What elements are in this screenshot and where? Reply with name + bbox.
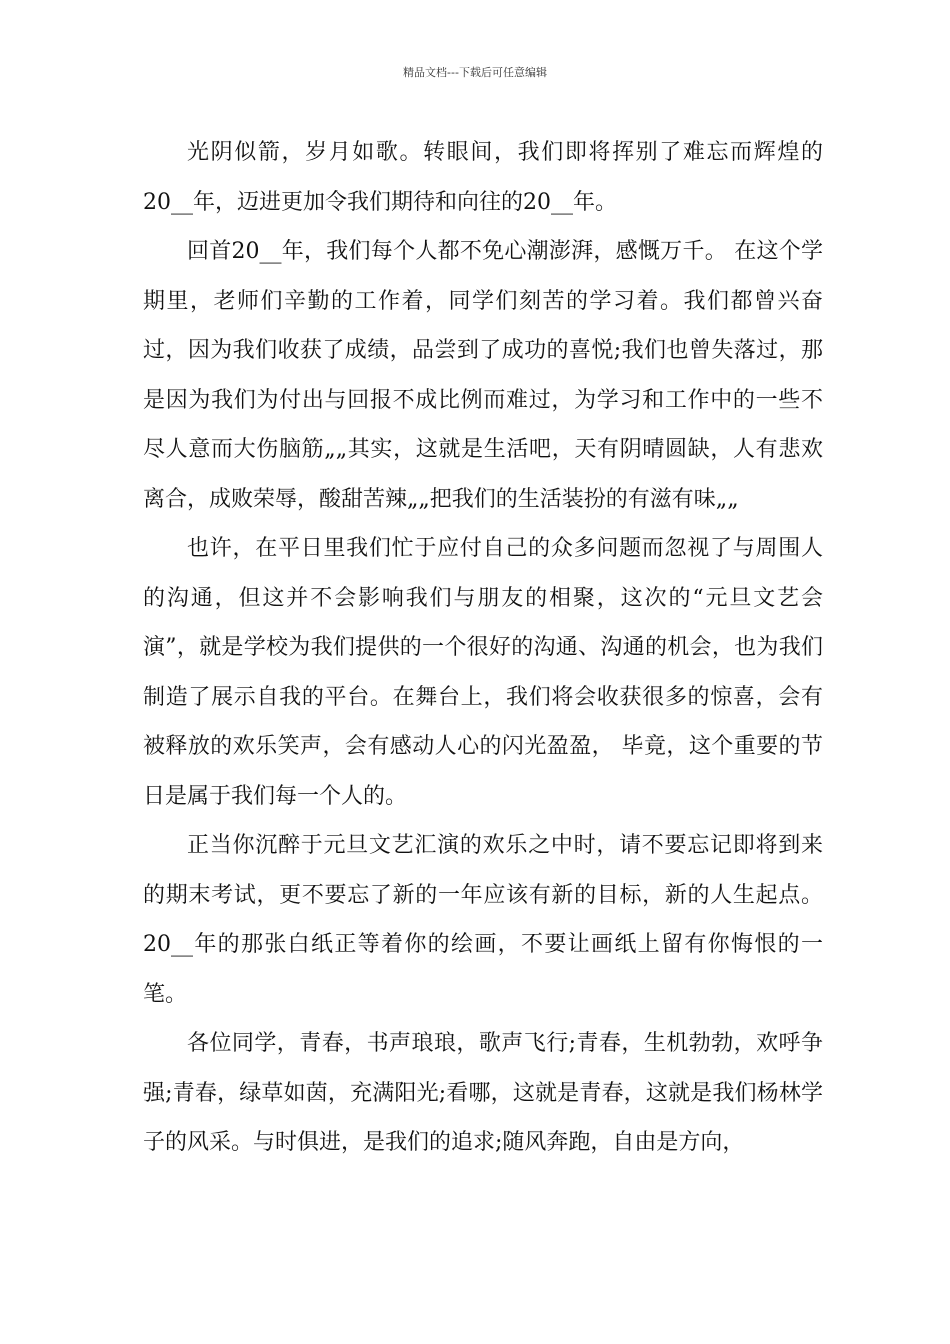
paragraph-1: 光阴似箭，岁月如歌。转眼间，我们即将挥别了难忘而辉煌的20__年，迈进更加令我们期待和向往的20__年。 [143,140,823,215]
document-body [143,128,823,1168]
page-header: 精品文档---下载后可任意编辑 [403,66,547,79]
paragraph-3: 也许，在平日里我们忙于应付自己的众多问题而忽视了与周围人的沟通，但这并不会影响我们与朋友的相聚，这次的“元旦文艺会演”，就是学校为我们提供的一个很好的沟通、沟通的机会，也为我们制造了展示自我的平台。在舞台上，我们将会收获很多的惊喜，会有被释放的欢乐笑声，会有感动人心的闪光盈盈， 毕竟，这个重要的节日是属于我们每一个人的。 [143,536,823,809]
paragraph-5: 各位同学，青春，书声琅琅，歌声飞行;青春，生机勃勃，欢呼争强;青春，绿草如茵，充满阳光;看哪，这就是青春，这就是我们杨林学子的风采。与时俱进，是我们的追求;随风奔跑，自由是方向， [143,1031,823,1155]
paragraph-2: 回首20__年，我们每个人都不免心潮澎湃，感慨万千。 在这个学期里，老师们辛勤的工作着，同学们刻苦的学习着。我们都曾兴奋过，因为我们收获了成绩，品尝到了成功的喜悦;我们也曾失落过，那是因为我们为付出与回报不成比例而难过，为学习和工作中的一些不尽人意而大伤脑筋„„其实，这就是生活吧，天有阴晴圆缺，人有悲欢离合，成败荣辱，酸甜苦辣„„把我们的生活装扮的有滋有味„„ [143,239,823,512]
paragraph-4: 正当你沉醉于元旦文艺汇演的欢乐之中时，请不要忘记即将到来的期末考试，更不要忘了新的一年应该有新的目标，新的人生起点。20__年的那张白纸正等着你的绘画，不要让画纸上留有你悔恨的一笔。 [143,833,823,1007]
